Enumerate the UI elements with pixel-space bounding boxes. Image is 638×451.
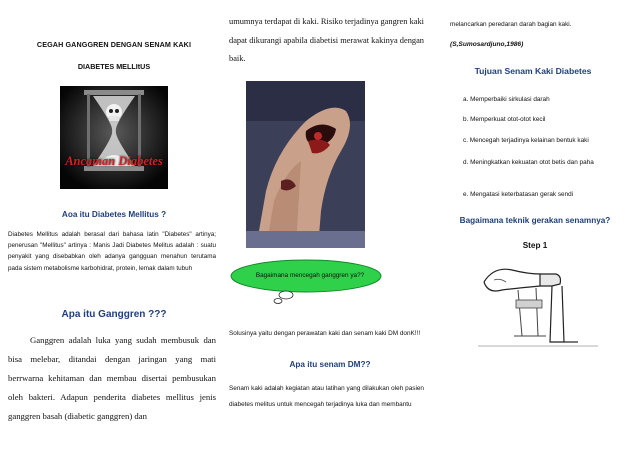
ganggren-definition-paragraph: Ganggren adalah luka yang sudah membusuk dan bisa melebar, ditandai dengan jaringan yang mati berrwarna kehitaman dan membau disertai pembusukan oleh bakteri. Adapun penderita diabetes mellitus jenis ganggren basah (diabetic ganggren) dan — [8, 335, 216, 421]
thought-bubble-text: Bagaimana mencegah ganggren ya?? — [255, 272, 365, 279]
thought-bubble — [228, 258, 386, 304]
exercise-step-illustration — [478, 260, 598, 350]
question-ganggren: Apa itu Ganggren ??? — [61, 309, 167, 320]
citation: (S,Sumosardjuno,1986) — [450, 41, 524, 48]
goal-item-a: a. Memperbaiki sirkulasi darah — [463, 96, 550, 103]
diabetes-definition-paragraph: Diabetes Mellitus adalah berasal dari bahasa latin "Diabetes" artinya; penerusan "Mellitus" artinya : Manis Jadi Diabetes Melitus adalah : suatu penyakit yang disebabkan oleh adanya gangguan menahun terutama pada sistem metabolisme karbohidrat, protein, lemak dalam tubuh — [8, 231, 216, 272]
diabetes-hourglass-image — [60, 86, 168, 189]
senam-definition-paragraph: Senam kaki adalah kegiatan atau latihan yang dilakukan oleh pasien diabetes melitus untuk mencegah terjadinya luka dan membantu — [229, 385, 424, 408]
goal-item-d: d. Meningkatkan kekuatan otot betis dan paha — [463, 159, 594, 166]
solution-paragraph: Solusinya yaitu dengan perawatan kaki dan senam kaki DM donK!!! — [229, 330, 421, 337]
hourglass-caption: Ancaman Diabetes — [65, 154, 163, 168]
step-1-label: Step 1 — [522, 241, 548, 250]
question-senam-dm: Apa itu senam DM?? — [289, 360, 371, 369]
goal-item-c: c. Mencegah terjadinya kelainan bentuk kaki — [463, 137, 589, 144]
ganggren-risk-paragraph: umumnya terdapat di kaki. Risiko terjadinya gangren kaki dapat dikurangi apabila diabetisi merawat kakinya dengan baik. — [229, 17, 424, 64]
hourglass-icon — [60, 86, 168, 189]
diabetic-foot-wound-photo — [246, 81, 365, 248]
brochure-title-line2: DIABETES MELLItUS — [77, 62, 151, 71]
goals-heading: Tujuan Senam Kaki Diabetes — [474, 66, 592, 76]
goal-item-e: e. Mengatasi keterbatasan gerak sendi — [463, 191, 574, 198]
continuation-paragraph: melancarkan peredaran darah bagian kaki. — [450, 21, 572, 28]
question-technique: Bagaimana teknik gerakan senamnya? — [459, 216, 611, 225]
question-diabetes: Aoa itu Diabetes Mellitus ? — [61, 210, 167, 219]
goal-item-b: b. Memperkuat otot-otot kecil — [463, 116, 546, 123]
brochure-title-line1: CEGAH GANGGREN DENGAN SENAM KAKI — [36, 40, 192, 49]
